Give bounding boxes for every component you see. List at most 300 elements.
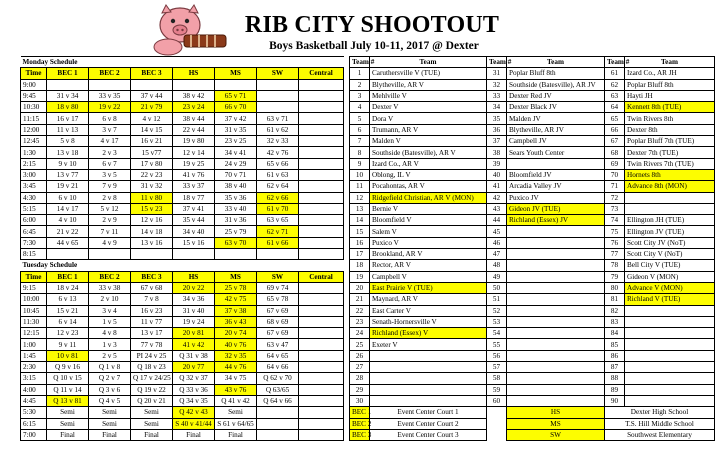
- team-name: Dexter 8th: [625, 124, 715, 135]
- team-name: Scott City JV (NoT): [625, 237, 715, 248]
- game-cell: 6 v 14: [47, 316, 89, 327]
- monday-section-label-row: [21, 57, 344, 68]
- team-number: 2: [350, 79, 370, 90]
- column-header: Team #: [487, 57, 507, 68]
- game-cell: 3 v 5: [89, 169, 131, 180]
- game-cell: [299, 316, 344, 327]
- team-number: 65: [605, 113, 625, 124]
- game-cell: [173, 79, 215, 90]
- team-number: 31: [487, 68, 507, 79]
- game-cell: [299, 158, 344, 169]
- team-number: 52: [487, 305, 507, 316]
- game-cell: 38 v 42: [173, 90, 215, 101]
- game-cell: 22 v 44: [173, 124, 215, 135]
- team-row: [350, 203, 715, 214]
- venue-name: Southwest Elementary: [605, 429, 715, 440]
- schedule-row: [21, 102, 344, 113]
- game-cell: 4 v 8: [89, 328, 131, 339]
- time-cell: 6:15: [21, 418, 47, 429]
- team-name: Dexter V: [370, 102, 487, 113]
- team-row: [350, 181, 715, 192]
- game-cell: 1 v 3: [89, 339, 131, 350]
- game-cell: [257, 102, 299, 113]
- team-number: 48: [487, 260, 507, 271]
- team-name: [625, 192, 715, 203]
- game-cell: [173, 249, 215, 260]
- team-name: [370, 373, 487, 384]
- team-number: 4: [350, 102, 370, 113]
- game-cell: Q 3 v 6: [89, 384, 131, 395]
- team-number: 75: [605, 226, 625, 237]
- game-cell: Q 32 v 37: [173, 373, 215, 384]
- team-name: Advance 8th (MON): [625, 181, 715, 192]
- time-cell: 3:00: [21, 169, 47, 180]
- column-header: BEC 2: [89, 68, 131, 79]
- time-cell: 5:15: [21, 203, 47, 214]
- team-number: 85: [605, 339, 625, 350]
- game-cell: 63 v 65: [257, 215, 299, 226]
- team-row: [350, 124, 715, 135]
- team-name: Poplar Bluff 7th (TUE): [625, 136, 715, 147]
- game-cell: [299, 203, 344, 214]
- monday-schedule-label: Monday Schedule: [21, 57, 344, 68]
- game-cell: 12 v 16: [131, 215, 173, 226]
- team-number: 51: [487, 294, 507, 305]
- game-cell: 19 v 25: [173, 158, 215, 169]
- game-cell: 31 v 34: [47, 90, 89, 101]
- game-cell: 7 v 8: [131, 294, 173, 305]
- game-cell: [299, 418, 344, 429]
- team-name: [625, 339, 715, 350]
- team-name: Senath-Hornersville V: [370, 316, 487, 327]
- time-cell: 3:15: [21, 373, 47, 384]
- time-cell: 9:00: [21, 79, 47, 90]
- game-cell: Q 1 v 8: [89, 362, 131, 373]
- team-name: Blytheville, AR V: [370, 79, 487, 90]
- legend-gap: [487, 418, 507, 429]
- game-cell: 6 v 7: [89, 158, 131, 169]
- game-cell: 63 v 70: [215, 237, 257, 248]
- game-cell: 67 v 69: [257, 305, 299, 316]
- team-number: 50: [487, 282, 507, 293]
- game-cell: [299, 373, 344, 384]
- team-name: Dexter Black JV: [507, 102, 605, 113]
- game-cell: 34 v 40: [173, 226, 215, 237]
- column-header: MS: [215, 68, 257, 79]
- game-cell: [215, 79, 257, 90]
- team-name: Dora V: [370, 113, 487, 124]
- game-cell: [299, 294, 344, 305]
- schedule-row: [21, 282, 344, 293]
- team-name: [625, 362, 715, 373]
- team-number: 28: [350, 373, 370, 384]
- team-name: Ellington JV (TUE): [625, 226, 715, 237]
- game-cell: 12 v 23: [47, 328, 89, 339]
- schedule-row: [21, 249, 344, 260]
- game-cell: 61 v 62: [257, 124, 299, 135]
- game-cell: Semi: [89, 418, 131, 429]
- game-cell: 41 v 76: [173, 169, 215, 180]
- game-cell: 7 v 9: [89, 181, 131, 192]
- game-cell: 15 v 23: [131, 203, 173, 214]
- game-cell: Q 41 v 42: [215, 395, 257, 406]
- team-number: 5: [350, 113, 370, 124]
- team-name: [625, 350, 715, 361]
- team-name: Poplar Bluff 8th: [625, 79, 715, 90]
- team-number: 60: [487, 395, 507, 406]
- team-number: 55: [487, 339, 507, 350]
- column-header: Team: [370, 57, 487, 68]
- team-name: Trumann, AR V: [370, 124, 487, 135]
- team-number: 82: [605, 305, 625, 316]
- team-number: 39: [487, 158, 507, 169]
- venue-code: BEC 1: [350, 407, 370, 418]
- schedule-row: [21, 215, 344, 226]
- team-number: 44: [487, 215, 507, 226]
- game-cell: 33 v 40: [215, 203, 257, 214]
- game-cell: [299, 237, 344, 248]
- time-cell: 7:30: [21, 237, 47, 248]
- team-name: Arcadia Valley JV: [507, 181, 605, 192]
- team-name: Bernie V: [370, 203, 487, 214]
- game-cell: [299, 429, 344, 440]
- team-name: Izard Co., AR V: [370, 158, 487, 169]
- team-name: Campbell JV: [507, 136, 605, 147]
- game-cell: 13 v 77: [47, 169, 89, 180]
- game-cell: 10 v 81: [47, 350, 89, 361]
- game-cell: [89, 249, 131, 260]
- time-cell: 12:00: [21, 124, 47, 135]
- game-cell: [299, 249, 344, 260]
- game-cell: 44 v 65: [47, 237, 89, 248]
- game-cell: 2 v 8: [89, 192, 131, 203]
- time-cell: 12:45: [21, 136, 47, 147]
- game-cell: 61 v 70: [257, 203, 299, 214]
- game-cell: 6 v 8: [89, 113, 131, 124]
- team-name: [625, 316, 715, 327]
- game-cell: 21 v 22: [47, 226, 89, 237]
- team-number: 27: [350, 362, 370, 373]
- game-cell: Q 9 v 16: [47, 362, 89, 373]
- schedule-row: [21, 124, 344, 135]
- team-number: 46: [487, 237, 507, 248]
- schedule-row: [21, 316, 344, 327]
- page-header: [0, 0, 721, 58]
- column-header: MS: [215, 271, 257, 282]
- game-cell: [299, 328, 344, 339]
- column-header: SW: [257, 68, 299, 79]
- game-cell: 24 v 29: [215, 158, 257, 169]
- column-header: HS: [173, 68, 215, 79]
- team-name: Advance V (MON): [625, 282, 715, 293]
- team-name: Richland (Essex) V: [370, 328, 487, 339]
- team-number: 79: [605, 271, 625, 282]
- game-cell: 9 v 11: [47, 339, 89, 350]
- team-name: [370, 362, 487, 373]
- game-cell: 31 v 32: [131, 181, 173, 192]
- tuesday-section-label-row: [21, 260, 344, 271]
- team-name: Malden JV: [507, 113, 605, 124]
- team-name: [507, 294, 605, 305]
- time-cell: 5:30: [21, 407, 47, 418]
- schedule-row: [21, 226, 344, 237]
- legend-gap: [487, 407, 507, 418]
- team-row: [350, 136, 715, 147]
- team-name: East Prairie V (TUE): [370, 282, 487, 293]
- game-cell: 64 v 66: [257, 362, 299, 373]
- game-cell: 62 v 66: [257, 192, 299, 203]
- team-row: [350, 271, 715, 282]
- team-number: 90: [605, 395, 625, 406]
- game-cell: 34 v 41: [215, 147, 257, 158]
- team-number: 12: [350, 192, 370, 203]
- game-cell: 23 v 25: [215, 136, 257, 147]
- game-cell: [299, 350, 344, 361]
- team-name: [625, 328, 715, 339]
- game-cell: 4 v 10: [47, 215, 89, 226]
- team-name: [507, 316, 605, 327]
- team-row: [350, 113, 715, 124]
- team-name: [507, 237, 605, 248]
- game-cell: 61 v 66: [257, 237, 299, 248]
- schedule-row: [21, 384, 344, 395]
- team-name: [507, 305, 605, 316]
- time-cell: 7:00: [21, 429, 47, 440]
- game-cell: Final: [215, 429, 257, 440]
- game-cell: 5 v 8: [47, 136, 89, 147]
- team-row: [350, 384, 715, 395]
- column-header: Team #: [350, 57, 370, 68]
- game-cell: 37 v 41: [173, 203, 215, 214]
- tuesday-header-row: [21, 271, 344, 282]
- team-number: 22: [350, 305, 370, 316]
- game-cell: 5 v 12: [89, 203, 131, 214]
- time-cell: 1:00: [21, 339, 47, 350]
- team-number: 89: [605, 384, 625, 395]
- time-cell: 1:45: [21, 350, 47, 361]
- team-name: Ridgefield Christian, AR V (MON): [370, 192, 487, 203]
- time-cell: 6:00: [21, 215, 47, 226]
- team-row: [350, 226, 715, 237]
- game-cell: 14 v 18: [131, 226, 173, 237]
- team-row: [350, 158, 715, 169]
- time-cell: 10:45: [21, 305, 47, 316]
- team-number: 59: [487, 384, 507, 395]
- team-number: 29: [350, 384, 370, 395]
- schedule-row: [21, 429, 344, 440]
- game-cell: 21 v 79: [131, 102, 173, 113]
- schedule-row: [21, 339, 344, 350]
- game-cell: 16 v 21: [131, 136, 173, 147]
- team-number: 11: [350, 181, 370, 192]
- team-name: Ellington JH (TUE): [625, 215, 715, 226]
- game-cell: Final: [89, 429, 131, 440]
- team-row: [350, 68, 715, 79]
- time-cell: 9:45: [21, 90, 47, 101]
- game-cell: 38 v 40: [215, 181, 257, 192]
- team-number: 14: [350, 215, 370, 226]
- game-cell: [299, 305, 344, 316]
- schedule-row: [21, 237, 344, 248]
- column-header: Team #: [605, 57, 625, 68]
- game-cell: 41 v 42: [173, 339, 215, 350]
- game-cell: 9 v 10: [47, 158, 89, 169]
- game-cell: 3 v 4: [89, 305, 131, 316]
- game-cell: 11 v 77: [131, 316, 173, 327]
- pig-with-ribs-logo: [138, 3, 230, 57]
- team-row: [350, 282, 715, 293]
- team-number: 45: [487, 226, 507, 237]
- team-number: 7: [350, 136, 370, 147]
- team-number: 83: [605, 316, 625, 327]
- game-cell: 13 v 16: [131, 237, 173, 248]
- game-cell: 19 v 24: [173, 316, 215, 327]
- game-cell: 31 v 36: [215, 215, 257, 226]
- game-cell: 42 v 75: [215, 294, 257, 305]
- column-header: BEC 1: [47, 271, 89, 282]
- team-name: Gideon JV (TUE): [507, 203, 605, 214]
- column-header: Time: [21, 271, 47, 282]
- game-cell: 31 v 40: [173, 305, 215, 316]
- team-name: [507, 282, 605, 293]
- game-cell: 14 v 17: [47, 203, 89, 214]
- team-number: 17: [350, 249, 370, 260]
- team-name: Puxico JV: [507, 192, 605, 203]
- team-number: 1: [350, 68, 370, 79]
- team-number: 24: [350, 328, 370, 339]
- game-cell: 2 v 10: [89, 294, 131, 305]
- game-cell: [299, 102, 344, 113]
- team-number: 21: [350, 294, 370, 305]
- teams-table: [349, 56, 715, 441]
- game-cell: 67 v 69: [257, 328, 299, 339]
- schedule-row: [21, 136, 344, 147]
- game-cell: Q 11 v 14: [47, 384, 89, 395]
- time-cell: 1:30: [21, 147, 47, 158]
- schedule-table: [20, 56, 344, 441]
- venue-name: Event Center Court 2: [370, 418, 487, 429]
- game-cell: 65 v 66: [257, 158, 299, 169]
- venue-code: HS: [507, 407, 605, 418]
- teams-header-row: [350, 57, 715, 68]
- game-cell: 32 v 35: [215, 350, 257, 361]
- game-cell: [47, 249, 89, 260]
- team-name: Caruthersville V (TUE): [370, 68, 487, 79]
- team-number: 87: [605, 362, 625, 373]
- game-cell: 62 v 71: [257, 226, 299, 237]
- team-row: [350, 215, 715, 226]
- game-cell: 33 v 37: [173, 181, 215, 192]
- team-name: Sears Youth Center: [507, 147, 605, 158]
- team-number: 76: [605, 237, 625, 248]
- time-cell: 8:15: [21, 249, 47, 260]
- team-number: 56: [487, 350, 507, 361]
- team-row: [350, 90, 715, 101]
- team-number: 19: [350, 271, 370, 282]
- game-cell: [257, 418, 299, 429]
- team-number: 67: [605, 136, 625, 147]
- column-header: Time: [21, 68, 47, 79]
- time-cell: 6:45: [21, 226, 47, 237]
- team-number: 23: [350, 316, 370, 327]
- team-number: 13: [350, 203, 370, 214]
- game-cell: 18 v 80: [47, 102, 89, 113]
- team-number: 34: [487, 102, 507, 113]
- team-name: [507, 328, 605, 339]
- game-cell: 6 v 10: [47, 192, 89, 203]
- game-cell: [299, 407, 344, 418]
- team-number: 58: [487, 373, 507, 384]
- team-name: [370, 384, 487, 395]
- team-name: Exeter V: [370, 339, 487, 350]
- game-cell: 20 v 22: [173, 282, 215, 293]
- game-cell: 14 v 15: [131, 124, 173, 135]
- game-cell: [257, 90, 299, 101]
- venue-legend-row: [350, 429, 715, 440]
- game-cell: 16 v 23: [131, 305, 173, 316]
- team-number: 16: [350, 237, 370, 248]
- time-cell: 4:45: [21, 395, 47, 406]
- venue-name: T.S. Hill Middle School: [605, 418, 715, 429]
- team-row: [350, 294, 715, 305]
- team-name: Southside (Batesville), AR V: [370, 147, 487, 158]
- game-cell: [299, 181, 344, 192]
- game-cell: Semi: [131, 407, 173, 418]
- team-name: Dexter Red JV: [507, 90, 605, 101]
- time-cell: 4:30: [21, 192, 47, 203]
- game-cell: 4 v 9: [89, 237, 131, 248]
- team-name: Hornets 8th: [625, 169, 715, 180]
- game-cell: Semi: [131, 418, 173, 429]
- team-number: 64: [605, 102, 625, 113]
- game-cell: 38 v 44: [173, 113, 215, 124]
- schedule-row: [21, 90, 344, 101]
- game-cell: 4 v 12: [131, 113, 173, 124]
- game-cell: [131, 249, 173, 260]
- team-number: 42: [487, 192, 507, 203]
- team-number: 32: [487, 79, 507, 90]
- game-cell: 23 v 24: [173, 102, 215, 113]
- venue-name: Event Center Court 1: [370, 407, 487, 418]
- game-cell: [257, 249, 299, 260]
- team-row: [350, 169, 715, 180]
- team-number: 37: [487, 136, 507, 147]
- venue-code: MS: [507, 418, 605, 429]
- game-cell: [257, 407, 299, 418]
- team-number: 72: [605, 192, 625, 203]
- game-cell: 36 v 43: [215, 316, 257, 327]
- game-cell: [299, 147, 344, 158]
- team-number: 15: [350, 226, 370, 237]
- game-cell: Q 33 v 36: [173, 384, 215, 395]
- game-cell: [299, 215, 344, 226]
- column-header: Team: [625, 57, 715, 68]
- game-cell: 43 v 76: [215, 384, 257, 395]
- game-cell: 12 v 14: [173, 147, 215, 158]
- time-cell: 4:00: [21, 384, 47, 395]
- schedule-row: [21, 169, 344, 180]
- schedule-row: [21, 203, 344, 214]
- team-row: [350, 316, 715, 327]
- game-cell: [299, 226, 344, 237]
- game-cell: [257, 429, 299, 440]
- time-cell: 2:15: [21, 158, 47, 169]
- game-cell: 11 v 13: [47, 124, 89, 135]
- team-number: 81: [605, 294, 625, 305]
- game-cell: Q 64 v 66: [257, 395, 299, 406]
- venue-code: BEC 3: [350, 429, 370, 440]
- game-cell: [299, 79, 344, 90]
